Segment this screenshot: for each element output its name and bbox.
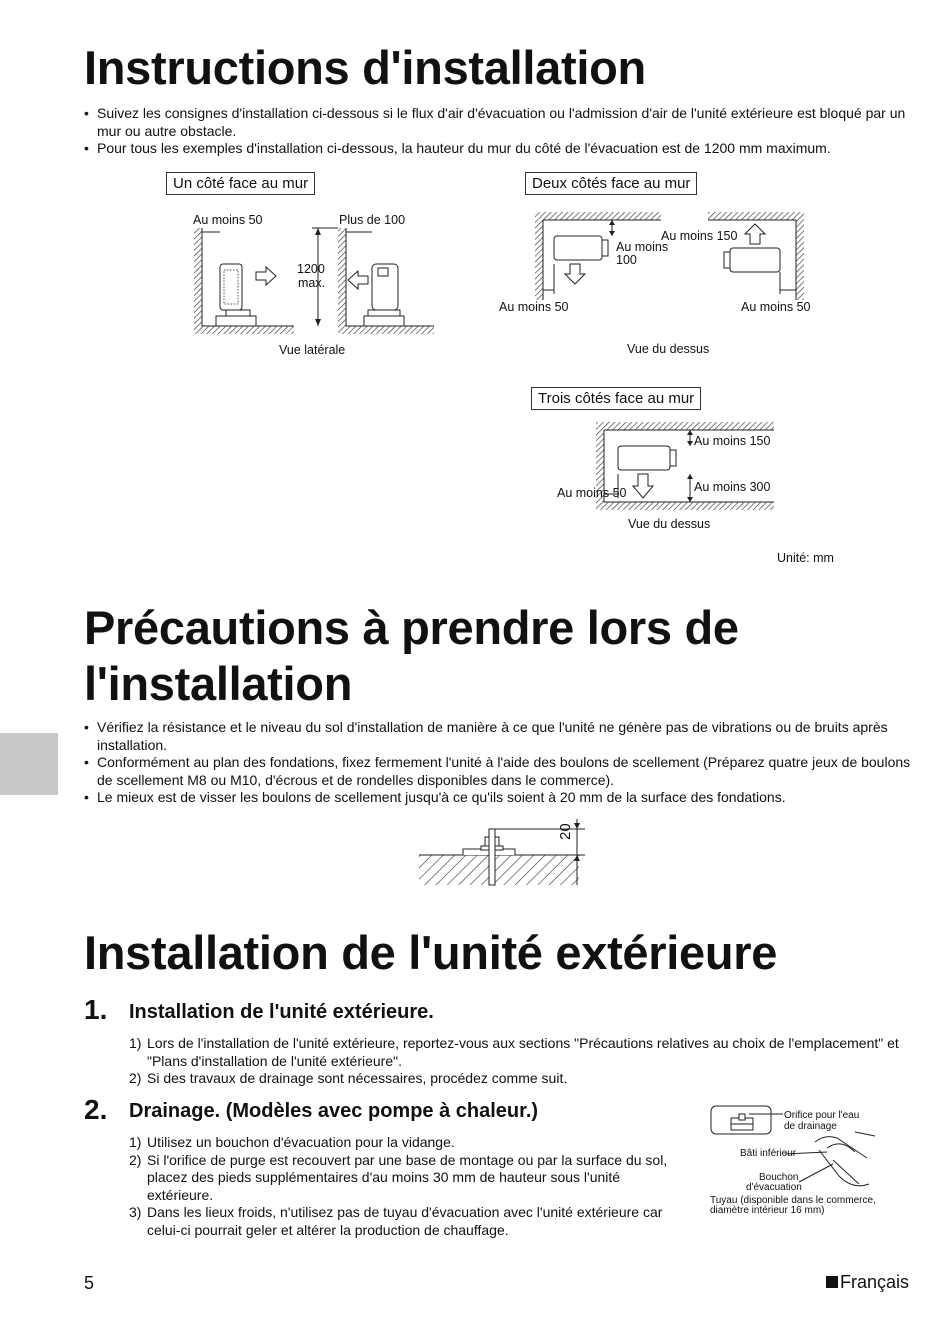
label-drain-hole-line1: Orifice pour l'eau <box>784 1110 860 1121</box>
label-bottom-frame: Bâti inférieur <box>740 1148 797 1159</box>
label-drain-hole-line2: de drainage <box>784 1121 837 1132</box>
diagram-title-two-sides: Deux côtés face au mur <box>525 172 697 195</box>
label-at-least-150: Au moins 150 <box>661 229 738 243</box>
label-at-least-150: Au moins 150 <box>694 434 771 448</box>
installation-instructions-list <box>84 105 914 158</box>
label-more-than-100: Plus de 100 <box>339 213 406 227</box>
label-at-least-300: Au moins 300 <box>694 480 771 494</box>
label-hose-line1: Tuyau (disponible dans le commerce, <box>710 1195 876 1206</box>
title-line: l'installation <box>84 657 353 710</box>
list-item: 3) Dans les lieux froids, n'utilisez pas de tuyau d'évacuation avec l'unité extérieure car celui-ci pourrait geler et altérer la production de chauffage. <box>129 1204 663 1238</box>
diagram-two-sides-wall <box>530 210 810 302</box>
step-title-1: Installation de l'unité extérieure. <box>129 1001 434 1023</box>
label-height-value: 1200 <box>297 262 325 276</box>
language-label <box>826 1272 909 1293</box>
bullet-item: • Suivez les consignes d'installation ci-dessous si le flux d'air d'évacuation ou l'admission d'air de l'unité extérieure est bloqué par un mur ou autre obstacle. <box>84 105 914 140</box>
square-bullet-icon <box>826 1276 838 1288</box>
list-item: 2) Si l'orifice de purge est recouvert par une base de montage ou par la surface du sol, placez des pieds supplémentaires d'au moins 30 mm de hauteur sous l'unité extérieure. <box>129 1151 668 1203</box>
unit-note: Unité: mm <box>777 551 834 565</box>
section-title-installation-instructions: Instructions d'installation <box>84 41 646 94</box>
label-at-least-50: Au moins 50 <box>557 486 627 500</box>
label-at-least-50-left: Au moins 50 <box>499 300 569 314</box>
step2-items <box>129 1134 689 1239</box>
label-hose-line2: diamètre intérieur 16 mm) <box>710 1205 825 1216</box>
step-number-1: 1. <box>84 994 108 1025</box>
section-title-outdoor-unit-installation: Installation de l'unité extérieure <box>84 926 778 979</box>
language-text: Français <box>840 1272 910 1292</box>
label-at-least-50: Au moins 50 <box>193 213 263 227</box>
page-number: 5 <box>84 1273 95 1293</box>
section-title-precautions <box>84 600 739 712</box>
title-line: Précautions à prendre lors de <box>84 601 739 654</box>
diagram-title-one-side: Un côté face au mur <box>166 172 315 195</box>
list-item: 2) Si des travaux de drainage sont nécessaires, procédez comme suit. <box>129 1070 568 1086</box>
side-tab <box>0 733 58 795</box>
precautions-list <box>84 719 914 807</box>
list-item: 1) Utilisez un bouchon d'évacuation pour la vidange. <box>129 1134 455 1150</box>
diagram-title-three-sides: Trois côtés face au mur <box>531 387 701 410</box>
bullet-item: • Pour tous les exemples d'installation ci-dessous, la hauteur du mur du côté de l'évacuation est de 1200 mm maximum. <box>84 140 914 158</box>
caption-top-view: Vue du dessus <box>628 517 711 531</box>
label-drain-plug-line2: d'évacuation <box>746 1182 802 1193</box>
list-item: 1) Lors de l'installation de l'unité extérieure, reportez-vous aux sections "Précautions relatives au choix de l'emplacement" et "Plans d'installation de l'unité extérieure". <box>129 1035 899 1069</box>
bullet-item: • Le mieux est de visser les boulons de scellement jusqu'à ce qu'ils soient à 20 mm de la surface des fondations. <box>84 789 914 807</box>
step-number-2: 2. <box>84 1094 108 1125</box>
bullet-item: • Vérifiez la résistance et le niveau du sol d'installation de manière à ce que l'unité ne génère pas de vibrations ou de bruits après installation. <box>84 719 914 754</box>
caption-side-view: Vue latérale <box>279 343 346 357</box>
caption-top-view: Vue du dessus <box>627 342 710 356</box>
label-height-max: max. <box>298 276 326 290</box>
label-at-least-100-line2: 100 <box>616 253 637 267</box>
label-at-least-100-line1: Au moins <box>616 240 669 254</box>
step-title-2: Drainage. (Modèles avec pompe à chaleur.) <box>129 1100 539 1122</box>
bolt-dimension-label: 20 <box>557 823 574 840</box>
step1-items <box>129 1035 919 1088</box>
label-at-least-50-right: Au moins 50 <box>741 300 811 314</box>
label-drain-plug-line1: Bouchon <box>759 1172 799 1183</box>
bullet-item: • Conformément au plan des fondations, fixez fermement l'unité à l'aide des boulons de scellement (Préparez quatre jeux de boulons de scellement M8 ou M10, d'écrous et de rondelles disponibles dans le commerce). <box>84 754 914 789</box>
